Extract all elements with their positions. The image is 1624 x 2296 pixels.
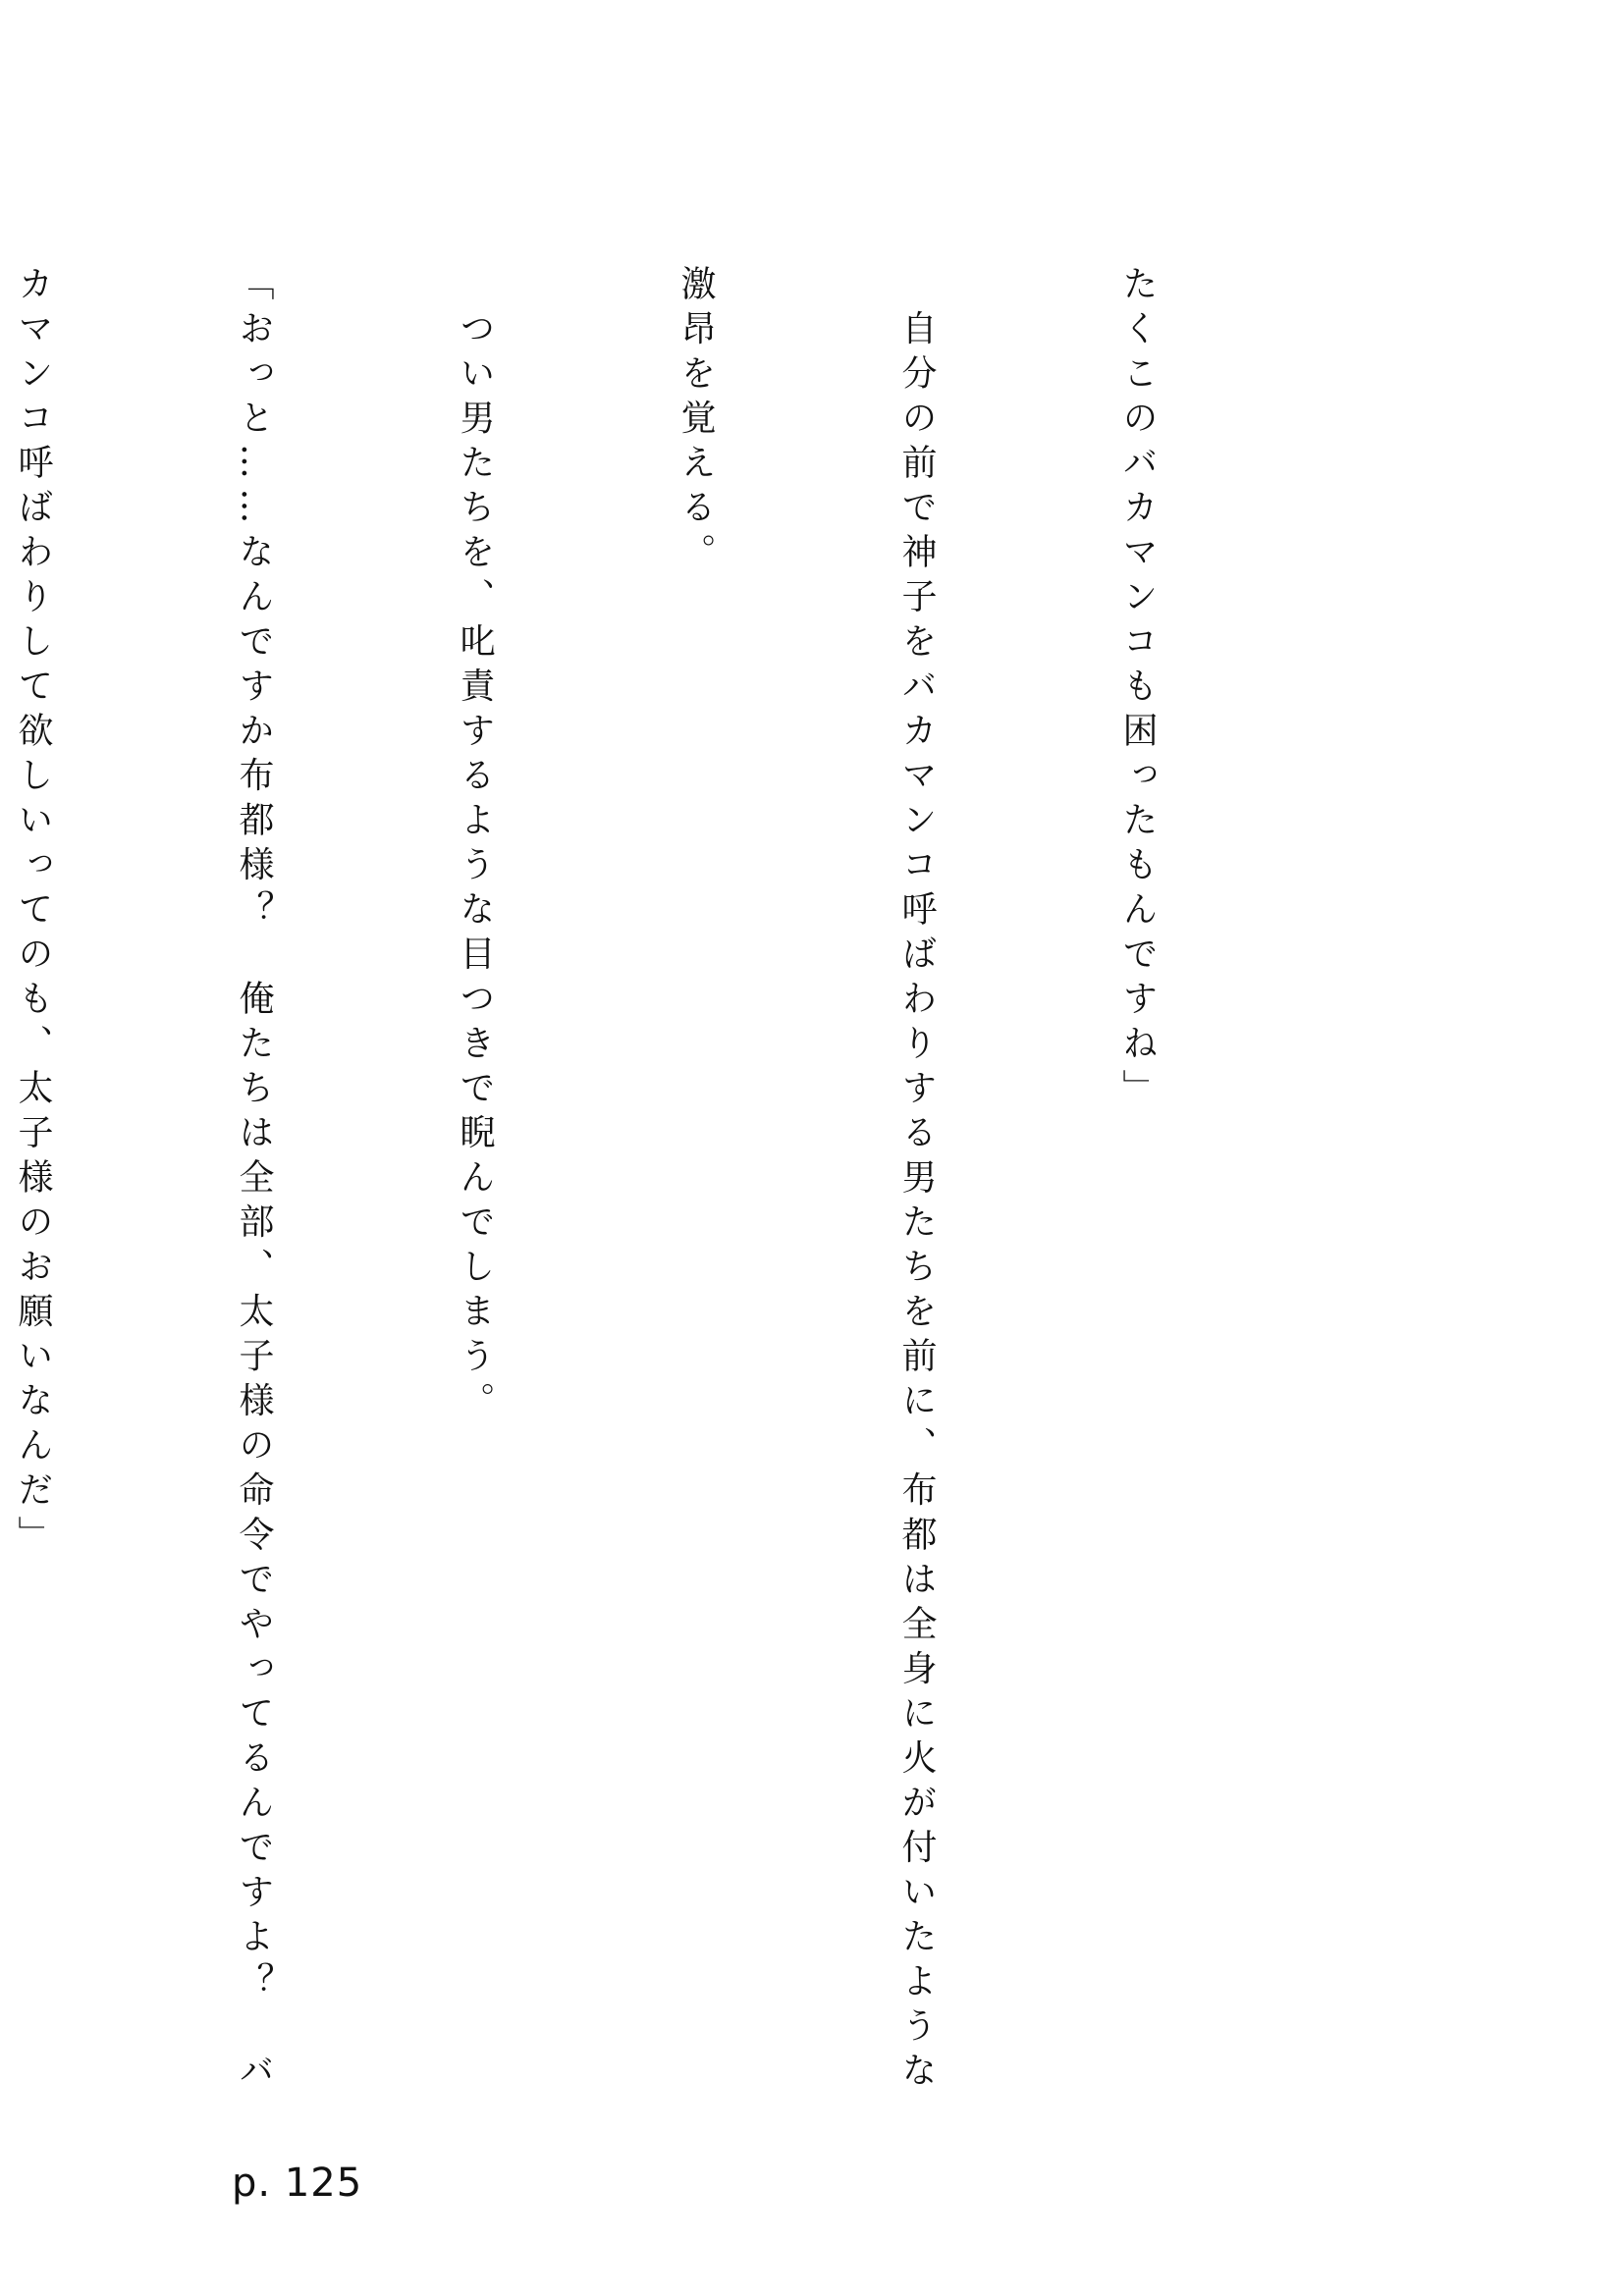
page-number: p. 125 [232, 2161, 363, 2206]
text-line: たくこのバカマンコも困ったもんですね」 [1117, 265, 1158, 1114]
body-text [13, 265, 1322, 2097]
text-line: 激昂を覚える。 [676, 265, 716, 578]
text-line: 「おっと……なんですか布都様？ 俺たちは全部、太子様の命令でやってるんですよ？ バ [234, 265, 274, 2097]
text-line: つい男たちを、叱責するような目つきで睨んでしまう。 [455, 265, 495, 1426]
text-line: 自分の前で神子をバカマンコ呼ばわりする男たちを前に、布都は全身に火が付いたような [896, 265, 937, 2097]
text-line: カマンコ呼ばわりして欲しいってのも、太子様のお願いなんだ」 [13, 265, 53, 1561]
